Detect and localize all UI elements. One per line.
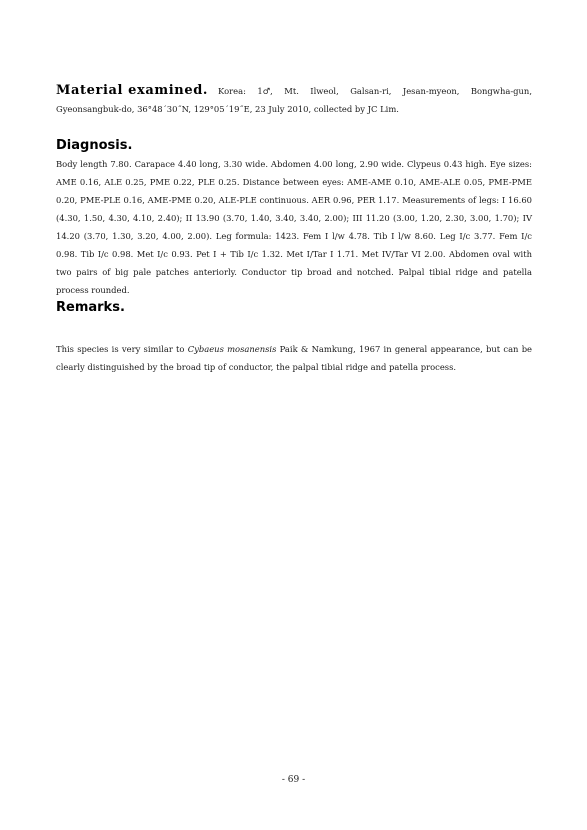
remarks-text-after: Paik & Namkung, 1967 in general appearance, but can be clearly distinguished by the broad tip of conductor, the palpal tibial ridge and patella process. xyxy=(56,344,533,372)
page-number: - 69 - xyxy=(281,775,306,785)
material-examined-heading: Material examined. xyxy=(56,83,209,98)
remarks-heading: Remarks. xyxy=(56,300,125,315)
diagnosis-paragraph: Body length 7.80. Carapace 4.40 long, 3.30 wide. Abdomen 4.00 long, 2.90 wide. Clypeus 0.43 high. Eye sizes: AME 0.16, ALE 0.25, PME 0.22, PLE 0.25. Distance between eyes: AME-AME 0.10, AME-ALE 0.05, PME-PME 0.20, PME-PLE 0.16, AME-PME 0.20, ALE-PLE continuous. AER 0.96, PER 1.17. Measurements of legs: I 16.60 (4.30, 1.50, 4.30, 4.10, 2.40); II 13.90 (3.70, 1.40, 3.40, 3.40, 2.00); III 11.20 (3.00, 1.20, 2.30, 3.00, 1.70); IV 14.20 (3.70, 1.30, 3.20, 4.00, 2.00). Leg formula: 1423. Fem I l/w 4.78. Tib I l/w 8.60. Leg I/c 3.77. Fem I/c 0.98. Tib I/c 0.98. Met I/c 0.93. Pet I + Tib I/c 1.32. Met I/Tar I 1.71. Met IV/Tar VI 2.00. Abdomen oval with two pairs of big pale patches anteriorly. Conductor tip broad and notched. Palpal tibial ridge and patella process rounded. xyxy=(56,159,532,295)
diagnosis-heading: Diagnosis. xyxy=(56,138,133,153)
material-first-line-text xyxy=(218,82,532,100)
species-name: Cybaeus mosanensis xyxy=(187,344,277,354)
material-word: Galsan-ri, xyxy=(350,86,392,96)
remarks-text-before: This species is very similar to xyxy=(56,344,188,354)
material-second-line: Gyeonsangbuk-do, 36°48´30˝N, 129°05´19˝E, 23 July 2010, collected by JC Lim. xyxy=(56,104,399,114)
material-examined-section xyxy=(56,82,532,118)
material-word: 1♂, xyxy=(257,86,273,96)
material-word: Mt. xyxy=(284,86,299,96)
remarks-paragraph xyxy=(56,340,532,376)
material-first-line xyxy=(56,82,532,100)
material-word: Jesan-myeon, xyxy=(402,86,460,96)
material-word: Ilweol, xyxy=(310,86,339,96)
material-word: Korea: xyxy=(218,86,246,96)
material-word: Bongwha-gun, xyxy=(470,86,532,96)
